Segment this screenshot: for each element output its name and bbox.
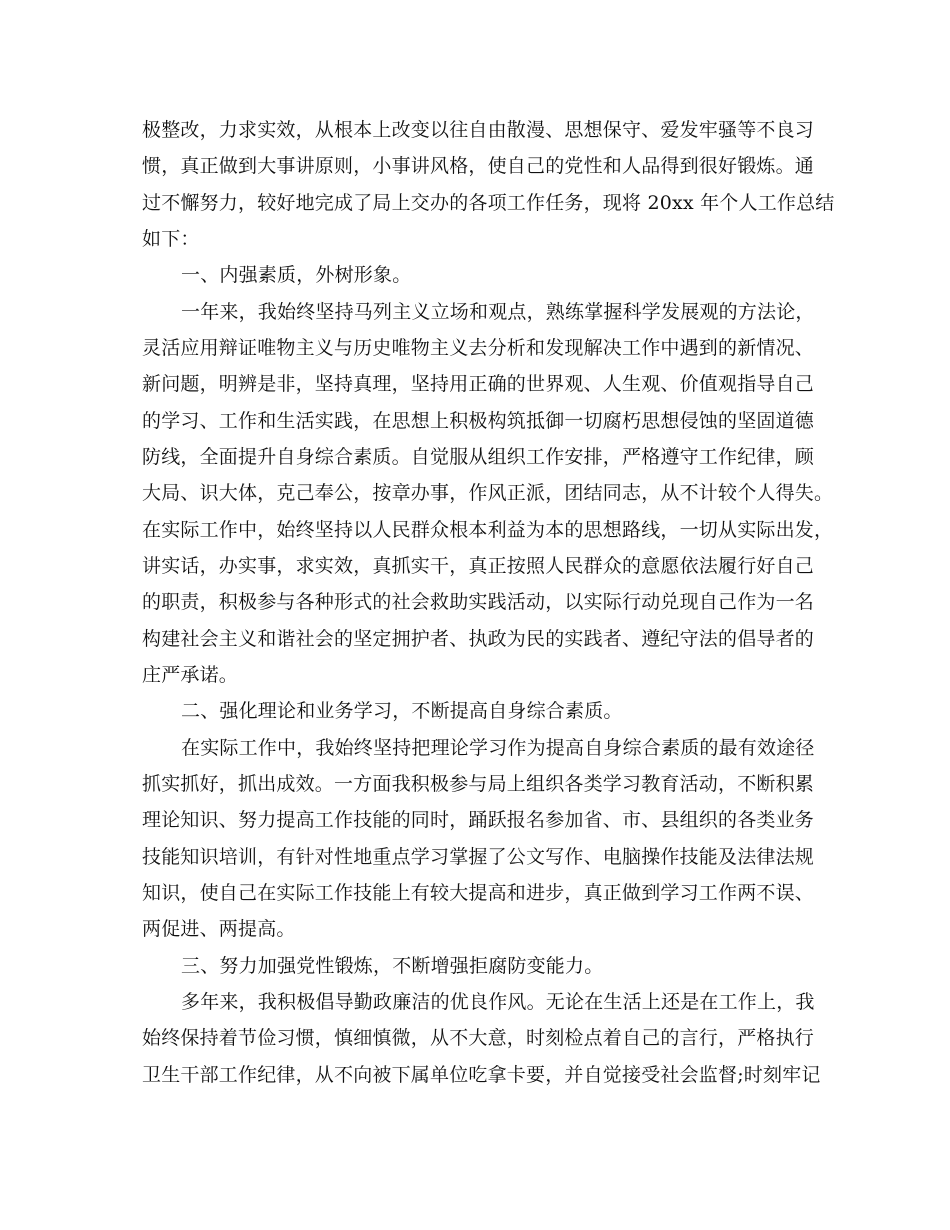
section-heading: 一、内强素质，外树形象。	[181, 264, 412, 286]
text-line: 灵活应用辩证唯物主义与历史唯物主义去分析和发现解决工作中遇到的新情况、	[142, 337, 815, 359]
paragraph-start: 在实际工作中，我始终坚持把理论学习作为提高自身综合素质的最有效途径	[181, 737, 815, 759]
text-line: 抓实抓好，抓出成效。一方面我积极参与局上组织各类学习教育活动，不断积累	[142, 773, 815, 795]
section-heading: 二、强化理论和业务学习，不断提高自身综合素质。	[181, 700, 623, 722]
text-line: 两促进、两提高。	[142, 918, 296, 940]
text-line: 大局、识大体，克己奉公，按章办事，作风正派，团结同志，从不计较个人得失。	[142, 482, 834, 504]
text-line: 知识，使自己在实际工作技能上有较大提高和进步，真正做到学习工作两不误、	[142, 882, 815, 904]
text-line: 卫生干部工作纪律，从不向被下属单位吃拿卡要，并自觉接受社会监督;时刻牢记	[142, 1064, 821, 1086]
text-line: 讲实话，办实事，求实效，真抓实干，真正按照人民群众的意愿依法履行好自己	[142, 555, 815, 577]
text-line: 过不懈努力，较好地完成了局上交办的各项工作任务，现将 20xx 年个人工作总结	[142, 192, 835, 214]
paragraph-start: 一年来，我始终坚持马列主义立场和观点，熟练掌握科学发展观的方法论，	[181, 301, 815, 323]
text-line: 新问题，明辨是非，坚持真理，坚持用正确的世界观、人生观、价值观指导自己	[142, 373, 815, 395]
paragraph-start: 多年来，我积极倡导勤政廉洁的优良作风。无论在生活上还是在工作上，我	[181, 991, 815, 1013]
text-line: 防线，全面提升自身综合素质。自觉服从组织工作安排，严格遵守工作纪律，顾	[142, 446, 815, 468]
text-line: 的学习、工作和生活实践，在思想上积极构筑抵御一切腐朽思想侵蚀的坚固道德	[142, 410, 815, 432]
section-heading: 三、努力加强党性锻炼，不断增强拒腐防变能力。	[181, 955, 604, 977]
text-line: 庄严承诺。	[142, 664, 239, 686]
text-line: 理论知识、努力提高工作技能的同时，踊跃报名参加省、市、县组织的各类业务	[142, 809, 815, 831]
text-line: 如下：	[142, 228, 200, 250]
text-line: 极整改，力求实效，从根本上改变以往自由散漫、思想保守、爱发牢骚等不良习	[142, 119, 815, 141]
text-line: 的职责，积极参与各种形式的社会救助实践活动，以实际行动兑现自己作为一名	[142, 591, 815, 613]
text-line: 技能知识培训，有针对性地重点学习掌握了公文写作、电脑操作技能及法律法规	[142, 846, 815, 868]
text-line: 在实际工作中，始终坚持以人民群众根本利益为本的思想路线，一切从实际出发，	[142, 519, 834, 541]
text-line: 惯，真正做到大事讲原则，小事讲风格，使自己的党性和人品得到很好锻炼。通	[142, 155, 815, 177]
text-line: 构建社会主义和谐社会的坚定拥护者、执政为民的实践者、遵纪守法的倡导者的	[142, 628, 815, 650]
text-line: 始终保持着节俭习惯，慎细慎微，从不大意，时刻检点着自己的言行，严格执行	[142, 1027, 815, 1049]
